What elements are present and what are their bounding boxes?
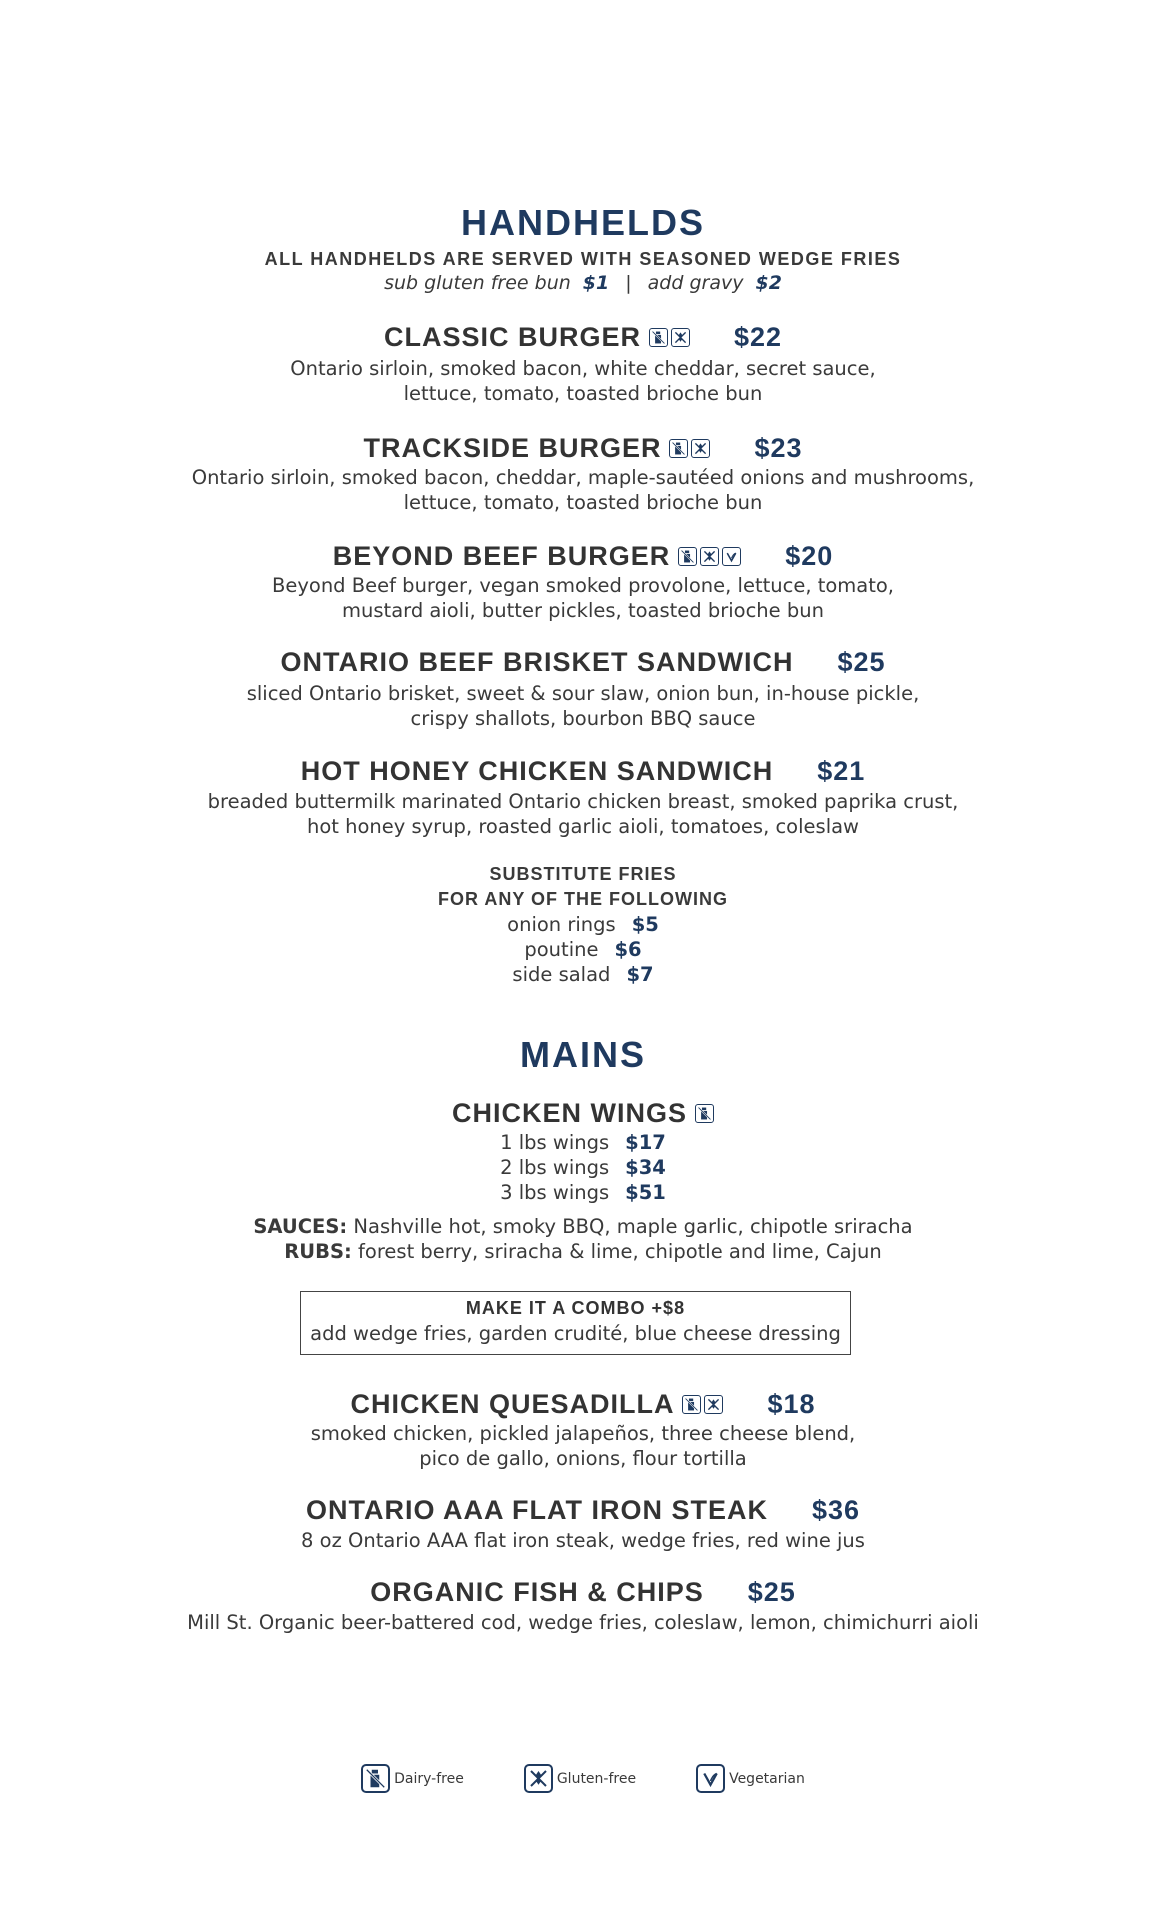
- item-name: TRACKSIDE BURGER: [363, 433, 662, 463]
- substitute-option: [0, 937, 1166, 962]
- item-description: [0, 573, 1166, 623]
- item-price: $21: [817, 756, 866, 786]
- menu-item-fish-and-chips: [0, 1577, 1166, 1608]
- desc-line: lettuce, tomato, toasted brioche bun: [403, 382, 763, 405]
- desc-line: crispy shallots, bourbon BBQ sauce: [410, 707, 756, 730]
- separator: |: [625, 272, 632, 294]
- wings-option: [0, 1180, 1166, 1205]
- sub-gluten-label: sub gluten free bun: [384, 272, 571, 294]
- option-price: $51: [625, 1181, 666, 1204]
- item-price: $25: [747, 1577, 796, 1607]
- option-label: 1 lbs wings: [500, 1131, 610, 1154]
- combo-box: [300, 1291, 851, 1355]
- item-name: ORGANIC FISH & CHIPS: [370, 1577, 704, 1607]
- rubs-text: forest berry, sriracha & lime, chipotle and lime, Cajun: [358, 1240, 882, 1263]
- menu-item-beyond-beef-burger: [0, 541, 1166, 572]
- gluten-free-icon: [704, 1395, 723, 1414]
- item-description: [0, 789, 1166, 839]
- desc-line: Beyond Beef burger, vegan smoked provolone, lettuce, tomato,: [271, 574, 895, 597]
- option-price: $7: [626, 963, 654, 986]
- sauces-line: [0, 1214, 1166, 1239]
- option-price: $17: [625, 1131, 666, 1154]
- legend-label: Dairy-free: [394, 1770, 464, 1787]
- option-price: $34: [625, 1156, 666, 1179]
- dietary-legend: [0, 1764, 1166, 1793]
- sauces-text: Nashville hot, smoky BBQ, maple garlic, chipotle sriracha: [353, 1215, 913, 1238]
- substitute-line: SUBSTITUTE FRIES: [489, 864, 677, 884]
- mains-title: MAINS: [520, 1034, 646, 1075]
- menu-item-chicken-quesadilla: [0, 1389, 1166, 1420]
- item-name: CHICKEN WINGS: [452, 1098, 687, 1128]
- option-price: $5: [631, 913, 659, 936]
- item-name: HOT HONEY CHICKEN SANDWICH: [300, 756, 774, 786]
- menu-item-classic-burger: [0, 322, 1166, 353]
- dietary-icons: [649, 328, 690, 347]
- wings-option: [0, 1155, 1166, 1180]
- desc-line: Ontario sirloin, smoked bacon, white cheddar, secret sauce,: [290, 357, 876, 380]
- item-name: ONTARIO BEEF BRISKET SANDWICH: [280, 647, 794, 677]
- substitute-option: [0, 962, 1166, 987]
- rubs-label: RUBS:: [284, 1240, 352, 1263]
- option-label: 2 lbs wings: [500, 1156, 610, 1179]
- desc-line: 8 oz Ontario AAA flat iron steak, wedge fries, red wine jus: [301, 1529, 865, 1552]
- legend-label: Gluten-free: [556, 1770, 637, 1787]
- menu-item-hot-honey-chicken: [0, 756, 1166, 787]
- option-label: onion rings: [507, 913, 616, 936]
- legend-gluten-free: [524, 1764, 636, 1793]
- dietary-icons: [695, 1104, 714, 1123]
- item-description: [0, 356, 1166, 406]
- gluten-free-icon: [524, 1764, 553, 1793]
- item-price: $23: [754, 433, 803, 463]
- legend-label: Vegetarian: [729, 1770, 805, 1787]
- dairy-free-icon: [682, 1395, 701, 1414]
- handhelds-subtitle: ALL HANDHELDS ARE SERVED WITH SEASONED WEDGE FRIES: [264, 249, 902, 269]
- menu-item-trackside-burger: [0, 433, 1166, 464]
- item-price: $22: [733, 322, 783, 352]
- option-price: $6: [614, 938, 642, 961]
- item-description: [0, 465, 1166, 515]
- combo-description: add wedge fries, garden crudité, blue cheese dressing: [310, 1322, 841, 1345]
- item-price: $18: [767, 1389, 816, 1419]
- item-name: CHICKEN QUESADILLA: [350, 1389, 675, 1419]
- menu-item-brisket-sandwich: [0, 647, 1166, 678]
- combo-title: MAKE IT A COMBO +$8: [465, 1298, 686, 1318]
- desc-line: smoked chicken, pickled jalapeños, three cheese blend,: [310, 1422, 856, 1445]
- gravy-label: add gravy: [647, 272, 744, 294]
- desc-line: hot honey syrup, roasted garlic aioli, tomatoes, coleslaw: [306, 815, 860, 838]
- item-description: [0, 1421, 1166, 1471]
- sauces-label: SAUCES:: [253, 1215, 348, 1238]
- gluten-free-icon: [671, 328, 690, 347]
- legend-dairy-free: [361, 1764, 464, 1793]
- desc-line: breaded buttermilk marinated Ontario chicken breast, smoked paprika crust,: [207, 790, 959, 813]
- substitute-fries-heading: [0, 862, 1166, 912]
- sub-gluten-price: $1: [582, 272, 610, 294]
- wings-option: [0, 1130, 1166, 1155]
- dietary-icons: [678, 547, 741, 566]
- menu-item-chicken-wings: [0, 1098, 1166, 1129]
- substitute-line: FOR ANY OF THE FOLLOWING: [438, 889, 728, 909]
- gluten-free-icon: [700, 547, 719, 566]
- option-label: poutine: [524, 938, 599, 961]
- desc-line: Mill St. Organic beer-battered cod, wedge fries, coleslaw, lemon, chimichurri aioli: [187, 1611, 979, 1634]
- item-price: $20: [785, 541, 834, 571]
- dairy-free-icon: [669, 439, 688, 458]
- gluten-free-icon: [691, 439, 710, 458]
- option-label: side salad: [512, 963, 611, 986]
- dairy-free-icon: [678, 547, 697, 566]
- substitute-option: [0, 912, 1166, 937]
- dairy-free-icon: [695, 1104, 714, 1123]
- item-name: ONTARIO AAA FLAT IRON STEAK: [305, 1495, 768, 1525]
- desc-line: pico de gallo, onions, flour tortilla: [419, 1447, 747, 1470]
- vegetarian-icon: [722, 547, 741, 566]
- desc-line: Ontario sirloin, smoked bacon, cheddar, maple-sautéed onions and mushrooms,: [191, 466, 975, 489]
- gravy-price: $2: [755, 272, 782, 294]
- item-description: [0, 1528, 1166, 1553]
- desc-line: mustard aioli, butter pickles, toasted brioche bun: [342, 599, 824, 622]
- menu-item-flat-iron-steak: [0, 1495, 1166, 1526]
- item-price: $25: [837, 647, 886, 677]
- item-name: BEYOND BEEF BURGER: [332, 541, 671, 571]
- item-name: CLASSIC BURGER: [383, 322, 641, 352]
- item-description: [0, 1610, 1166, 1635]
- rubs-line: [0, 1239, 1166, 1264]
- desc-line: lettuce, tomato, toasted brioche bun: [403, 491, 763, 514]
- dairy-free-icon: [649, 328, 668, 347]
- item-price: $36: [811, 1495, 861, 1525]
- legend-vegetarian: [696, 1764, 805, 1793]
- item-description: [0, 681, 1166, 731]
- dietary-icons: [682, 1395, 723, 1414]
- vegetarian-icon: [696, 1764, 725, 1793]
- handhelds-addons: [0, 272, 1166, 294]
- option-label: 3 lbs wings: [500, 1181, 610, 1204]
- handhelds-title: HANDHELDS: [460, 202, 705, 243]
- dairy-free-icon: [361, 1764, 390, 1793]
- dietary-icons: [669, 439, 710, 458]
- desc-line: sliced Ontario brisket, sweet & sour slaw, onion bun, in-house pickle,: [246, 682, 920, 705]
